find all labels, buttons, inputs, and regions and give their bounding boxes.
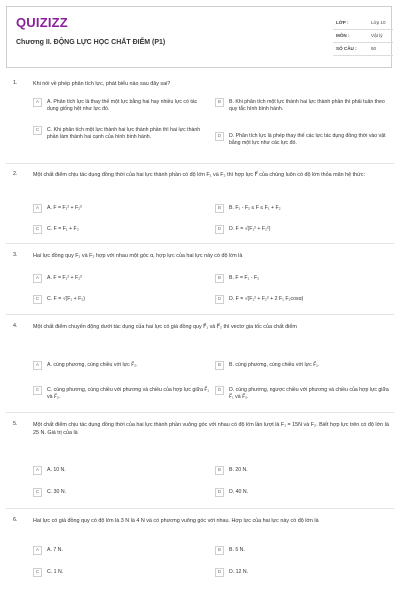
option-letter-box: C [33, 225, 42, 234]
meta-label: LỚP : [336, 20, 349, 25]
option-text: A. 7 N. [47, 547, 63, 553]
question-text: Hai lực đồng quy F₁ và F₂ hợp với nhau một góc α, hợp lực của hai lực này có độ lớn là [33, 253, 243, 259]
option-letter-box: A [33, 466, 42, 475]
meta-value: Lớp 10 [371, 20, 386, 25]
question-divider [6, 412, 394, 413]
option-text: A. 10 N. [47, 467, 66, 473]
option-letter-box: B [215, 98, 224, 107]
option-letter-box: B [215, 466, 224, 475]
option-text: B. Khi phân tích một lực thành hai lực thành phần thì phải tuân theo quy tắc hình bình hành. [229, 99, 385, 112]
option-text: C. cùng phương, cùng chiều với phương và chiều của hợp lực giữa F⃗₁ và F⃗₂. [47, 387, 210, 400]
option-text: B. F = F₁ - F₂ [229, 275, 260, 281]
option-text: B. 5 N. [229, 547, 245, 553]
quiz-title: Chương II. ĐỘNG LỰC HỌC CHẤT ĐIỂM (P1) [16, 39, 166, 46]
option-text: C. F = F₁ + F₂ [47, 226, 79, 232]
option-letter-box: A [33, 274, 42, 283]
question-divider [6, 243, 394, 244]
meta-divider [333, 55, 393, 56]
option-letter-box: C [33, 126, 42, 135]
question-number: 1. [13, 80, 18, 86]
option-letter-box: B [215, 204, 224, 213]
option-text: A. F = F₁² + F₂² [47, 275, 82, 281]
meta-row-subject [333, 30, 393, 43]
option-letter-box: D [215, 386, 224, 395]
quiz-meta [333, 17, 393, 56]
option-letter-box: A [33, 98, 42, 107]
option-text: C. 30 N. [47, 489, 67, 495]
question-text: Một chất điểm chuyển động dưới tác dụng của hai lực có giá đồng quy F⃗₁ và F⃗₂ thì vectơ gia tốc của chất điểm [33, 324, 297, 330]
option-letter-box: A [33, 546, 42, 555]
quiz-header [6, 6, 392, 68]
question-text: Một chất điểm chịu tác dụng đồng thời của hai lực thành phần vuông góc với nhau có độ lớn lần lượt là F₁ = 15N và F₂. Biết hợp lực trên có độ lớn là 25 N. Giá trị của là [33, 422, 389, 436]
option-text: D. cùng phương, ngược chiều với phương và chiều của hợp lực giữa F⃗₁ và F⃗₂. [229, 387, 389, 400]
question-divider [6, 508, 394, 509]
option-text: D. 40 N. [229, 489, 249, 495]
option-letter-box: D [215, 488, 224, 497]
option-letter-box: D [215, 132, 224, 141]
question-number: 5. [13, 421, 18, 427]
option-text: C. Khi phân tích một lực thành hai lực thành phần thì hai lực thành phần làm thành hai cạnh của hình bình hành. [47, 127, 201, 140]
option-letter-box: C [33, 488, 42, 497]
question-divider [6, 163, 394, 164]
option-text: B. F₁ - F₂ ≤ F ≤ F₁ + F₂ [229, 205, 281, 211]
option-letter-box: D [215, 225, 224, 234]
question-number: 4. [13, 323, 18, 329]
option-letter-box: C [33, 295, 42, 304]
meta-value: Vật lý [371, 33, 383, 38]
option-letter-box: C [33, 568, 42, 577]
meta-value: 50 [371, 46, 377, 51]
option-letter-box: C [33, 386, 42, 395]
option-text: A. F = F₁² + F₂² [47, 205, 82, 211]
option-text: D. F = √(F₁² + F₂² + 2 F₁ F₂cosα) [229, 296, 304, 302]
meta-label: MÔN : [336, 33, 350, 38]
meta-row-count [333, 43, 393, 56]
option-text: D. 12 N. [229, 569, 249, 575]
question-text: Khi nói về phép phân tích lực, phát biểu nào sau đây sai? [33, 81, 171, 87]
question-text: Hai lực có giá đồng quy có độ lớn là 3 N là 4 N và có phương vuông góc với nhau. Hợp lực của hai lực này có độ lớn là [33, 518, 319, 524]
question-number: 2. [13, 171, 18, 177]
option-letter-box: A [33, 361, 42, 370]
question-number: 6. [13, 517, 18, 523]
option-text: B. cùng phương, cùng chiều với lực F⃗₁. [229, 362, 320, 368]
option-text: A. Phân tích lực là thay thế một lực bằng hai hay nhiều lực có tác dụng giống hệt như lực đó. [47, 99, 198, 112]
option-letter-box: B [215, 546, 224, 555]
option-text: A. cùng phương, cùng chiều với lực F⃗₂. [47, 362, 138, 368]
option-text: B. 20 N. [229, 467, 248, 473]
option-letter-box: A [33, 204, 42, 213]
question-number: 3. [13, 252, 18, 258]
meta-label: SỐ CÂU : [336, 46, 357, 51]
option-letter-box: D [215, 295, 224, 304]
meta-row-class [333, 17, 393, 30]
question-divider [6, 314, 394, 315]
option-text: C. 1 N. [47, 569, 64, 575]
option-text: C. F = √(F₁ + F₂) [47, 296, 86, 302]
option-text: D. F = √(F₁² + F₂²) [229, 226, 271, 232]
question-text: Một chất điểm chịu tác dụng đồng thời của hai lực thành phần có độ lớn F₁ và F₂ thì hợp lực F⃗ của chúng luôn có độ lớn thỏa mãn hệ thức: [33, 172, 365, 178]
option-text: D. Phân tích lực là phép thay thế các lực tác dụng đồng thời vào vật bằng một lực như các lực đó. [229, 133, 386, 146]
option-letter-box: B [215, 361, 224, 370]
option-letter-box: D [215, 568, 224, 577]
quizizz-logo: QUIZIZZ [16, 15, 68, 30]
option-letter-box: B [215, 274, 224, 283]
